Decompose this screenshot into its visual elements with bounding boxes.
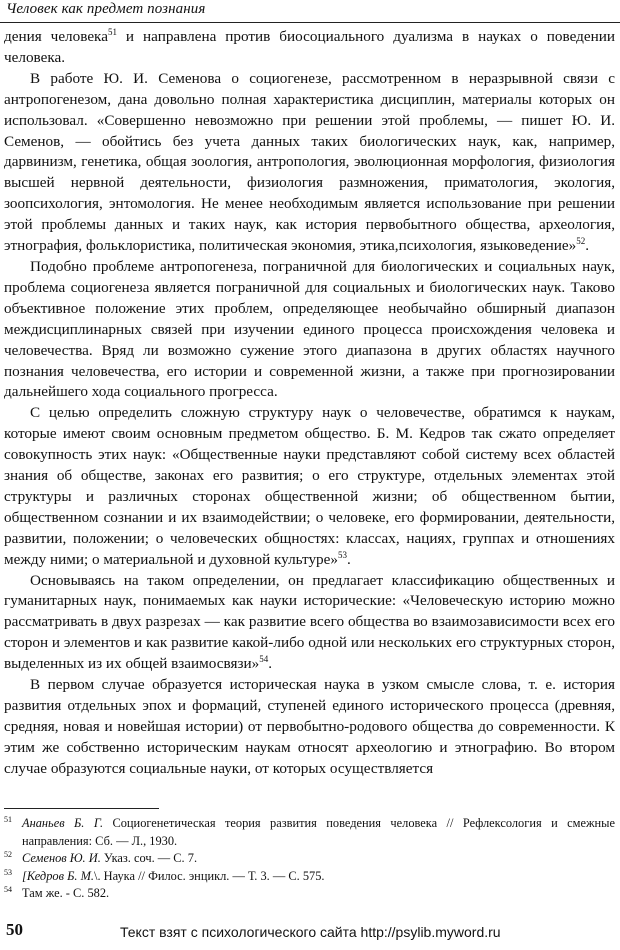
- footnote: [4, 885, 615, 903]
- footnote-number: [4, 868, 22, 886]
- paragraph: [4, 27, 615, 69]
- footnote-ref: 53: [338, 549, 347, 560]
- footnote-number-text: 54: [4, 885, 12, 895]
- paragraph: [4, 257, 615, 403]
- footnote-ref: 51: [107, 27, 117, 37]
- paragraph: [4, 675, 615, 780]
- text-run: .: [268, 655, 272, 673]
- source-note: Текст взят с психологического сайта http://psylib.myword.ru: [120, 924, 501, 940]
- page-number: 50: [6, 920, 23, 939]
- paragraph: [4, 571, 615, 676]
- footnote-number: [4, 850, 22, 868]
- footnote-text: \. Наука // Филос. энцикл. — Т. 3. — С. 575.: [94, 868, 325, 883]
- text-run: дения человека: [4, 28, 108, 45]
- footnote-text: Семенов Ю. И.: [22, 851, 101, 866]
- footnote-number-text: 53: [4, 867, 12, 877]
- text-run: Основываясь на таком определении, он предлагает классификацию общественных и гуманитарных наук, понимаемых как науки исторические: «Человеческую историю можно рассматривать в двух разрезах — как развитие всего общества во взаимозависимости всех его сторон и элементов и как развитие какой-либо одной или нескольких его структурных сторон, выделенных из их общей взаимосвязи»: [4, 571, 615, 673]
- footnote: [4, 850, 615, 868]
- footnotes: [4, 815, 615, 903]
- footnote-number: [4, 885, 22, 903]
- footnote: [4, 815, 615, 850]
- text-run: С целью определить сложную структуру наук о человечестве, обратимся к наукам, которые имеют своим основным предметом общество. Б. М. Кедров так сжато определяет совокупность этих наук: «Общественные науки представляют собой систему всех областей знания об обществе, законах его развития; о его структуре, отдельных элементах этой структуры и различных сторонах общественной жизни; об общественном бытии, общественном сознании и их взаимодействии; о человеке, его формировании, деятельности, развитии, положении; о человеческих общностях: классах, нациях, группах и отношениях между ними; о материальной и духовной культуре»: [4, 404, 615, 568]
- footnote-ref: 52: [576, 236, 586, 247]
- footnote-number-text: 52: [4, 850, 12, 860]
- footnote-text: Указ. соч. — С. 7.: [100, 851, 198, 866]
- text-run: В первом случае образуется историческая наука в узком смысле слова, т. е. история развития отдельных эпох и формаций, ступеней единого исторического процесса (древняя, средняя, новая и новейшая истории) от первобытно-родового общества до современности. К этим же собственно историческим наукам относят археологию и этнографию. Во втором случае образуются социальные науки, от которых осуществляется: [4, 676, 615, 777]
- paragraph: [4, 403, 615, 570]
- text-run: Подобно проблеме антропогенеза, пограничной для биологических и социальных наук, проблема социогенеза является пограничной для социальных и биологических наук. Таково объективное положение этих проблем, определяющее необычайно обширный диапазон междисциплинарных связей при изучении единого процесса происхождения человека и человечества. Вряд ли возможно сужение этого диапазона в других областях научного познания человечества, его истории и современной жизни, а также при прогнозировании дальнейшего хода социального прогресса.: [4, 257, 615, 401]
- footnote-text: Социогенетическая теория развития поведения человека // Рефлексология и смежные направления: Сб. — Л., 1930.: [22, 816, 615, 848]
- paragraph: [4, 69, 615, 257]
- footnote: [4, 868, 615, 886]
- text-run: В работе Ю. И. Семенова о социогенезе, рассмотренном в неразрывной связи с антропогенезом, дана довольно полная характеристика дисциплин, материалы которых он использовал. «Совершенно невозможно при решении этой проблемы, — пишет Ю. И. Семенов, — обойтись без учета данных таких биологических наук, как, например, дарвинизм, генетика, общая зоология, антропология, эволюционная морфология, физиология высшей нервной деятельности, физиология размножения, приматология, экология, зоопсихология, энтомология. Не менее необходимым является использование при решении этой проблемы данных и таких наук, как история первобытного общества, археология, этнография, фольклористика, политическая экономия, этика,психология, языковедение»: [4, 69, 615, 255]
- footnote-ref: 54: [259, 654, 269, 665]
- header-rule: [0, 22, 620, 23]
- footnote-rule: [4, 808, 159, 809]
- text-run: .: [347, 550, 351, 568]
- running-head: Человек как предмет познания: [6, 1, 206, 17]
- text-run: и направлена против биосоциального дуализма в науках о поведении человека.: [4, 28, 615, 66]
- footnote-number: [4, 815, 22, 833]
- footnote-text: Ананьев Б. Г.: [22, 816, 104, 830]
- body-text: [4, 27, 615, 780]
- text-run: .: [585, 237, 589, 255]
- footnote-text: Там же. - С. 582.: [22, 886, 110, 901]
- footnote-text: [Кедров Б. М.: [22, 868, 94, 883]
- footnote-number-text: 51: [4, 815, 12, 824]
